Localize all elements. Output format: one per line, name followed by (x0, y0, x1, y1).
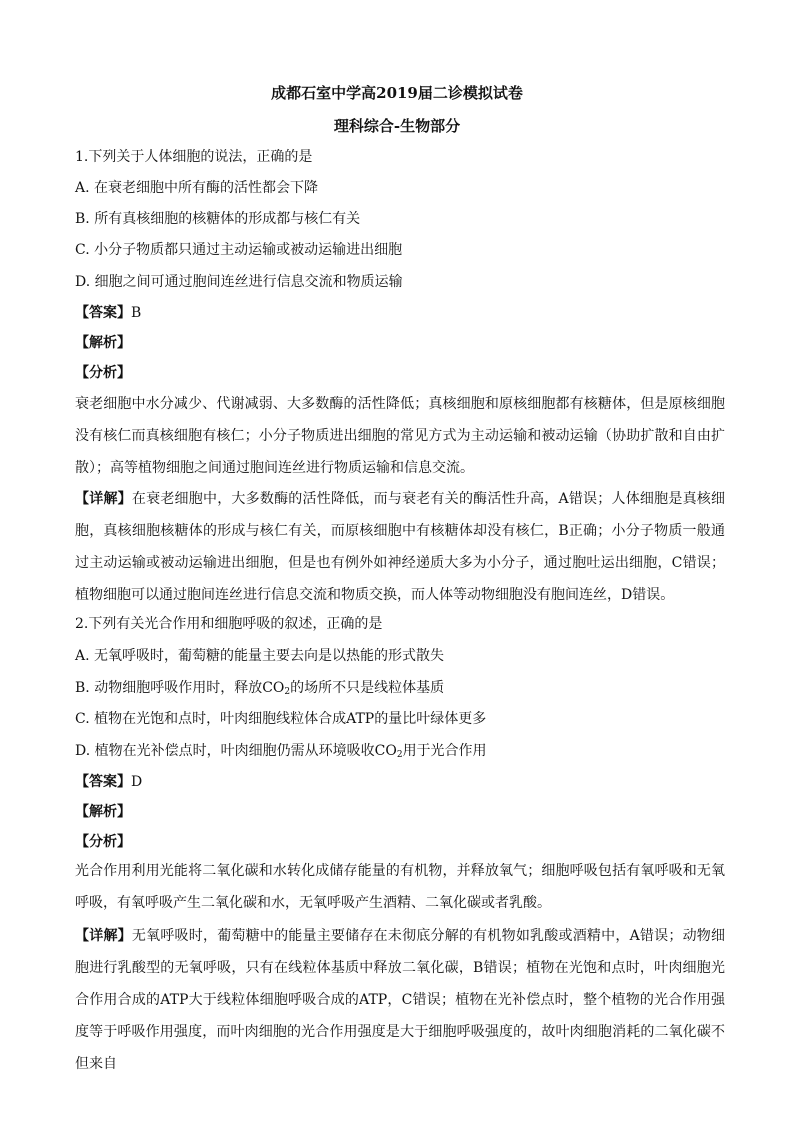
answer-value: B (131, 305, 142, 321)
question-2-answer (75, 771, 142, 791)
page-subtitle: 理科综合-生物部分 (333, 117, 461, 135)
question-2-fenxi-tag: 【分析】 (75, 834, 131, 850)
question-2-option-b (75, 677, 444, 697)
detail-text: 无氧呼吸时，葡萄糖中的能量主要储存在未彻底分解的有机物如乳酸或酒精中，A错误；动物细胞进行乳酸型的无氧呼吸，只有在线粒体基质中释放二氧化碳，B错误；植物在光饱和点时，叶肉细胞光合作用合成的ATP大于线粒体细胞呼吸合成的ATP，C错误；植物在光补偿点时，整个植物的光合作用强度等于呼吸作用强度，而叶肉细胞的光合作用强度是大于细胞呼吸强度的，故叶肉细胞消耗的二氧化碳不但来自 (75, 928, 726, 1072)
page-title: 成都石室中学高2019届二诊模拟试卷 (271, 84, 523, 102)
question-1-option-a: A. 在衰老细胞中所有酶的活性都会下降 (75, 180, 319, 196)
question-1-fenxi-tag: 【分析】 (75, 365, 131, 381)
question-1-option-d: D. 细胞之间可通过胞间连丝进行信息交流和物质运输 (75, 274, 403, 290)
question-1-stem: 1.下列关于人体细胞的说法，正确的是 (75, 149, 313, 165)
question-1-answer (75, 302, 141, 322)
question-1-option-c: C. 小分子物质都只通过主动运输或被动运输进出细胞 (75, 242, 403, 258)
option-b-text-end: 的场所不只是线粒体基质 (290, 680, 445, 696)
option-b-text: B. 动物细胞呼吸作用时，释放CO (75, 680, 285, 696)
detail-text: 在衰老细胞中，大多数酶的活性降低，而与衰老有关的酶活性升高，A错误；人体细胞是真核细胞，真核细胞核糖体的形成与核仁有关，而原核细胞中有核糖体却没有核仁，B正确；小分子物质一般通过主动运输或被动运输进出细胞，但是也有例外如神经递质大多为小分子，通过胞吐运出细胞，C错误；植物细胞可以通过胞间连丝进行信息交流和物质交换，而人体等动物细胞没有胞间连丝，D错误。 (75, 491, 726, 603)
question-2-option-a: A. 无氧呼吸时，葡萄糖的能量主要去向是以热能的形式散失 (75, 648, 445, 664)
question-2-detail (75, 920, 725, 1080)
option-d-text-end: 用于光合作用 (402, 743, 487, 759)
co2-subscript: 2 (284, 687, 291, 697)
question-2-stem: 2.下列有关光合作用和细胞呼吸的叙述，正确的是 (75, 616, 383, 632)
answer-tag: 【答案】 (75, 305, 131, 321)
question-1-detail (75, 483, 725, 611)
question-2-option-d (75, 740, 487, 760)
question-1-option-b: B. 所有真核细胞的核糖体的形成都与核仁有关 (75, 211, 361, 227)
question-1-analysis: 衰老细胞中水分减少、代谢减弱、大多数酶的活性降低；真核细胞和原核细胞都有核糖体，但是原核细胞没有核仁而真核细胞有核仁；小分子物质进出细胞的常见方式为主动运输和被动运输（协助扩散和自由扩散）；高等植物细胞之间通过胞间连丝进行物质运输和信息交流。 (75, 396, 725, 476)
question-2-option-c: C. 植物在光饱和点时，叶肉细胞线粒体合成ATP的量比叶绿体更多 (75, 711, 487, 727)
detail-tag: 【详解】 (75, 491, 132, 507)
co2-subscript: 2 (396, 750, 403, 760)
option-d-text: D. 植物在光补偿点时，叶肉细胞仍需从环境吸收CO (75, 743, 397, 759)
question-2-jiexi-tag: 【解析】 (75, 804, 131, 820)
detail-tag: 【详解】 (75, 928, 132, 944)
answer-tag: 【答案】 (75, 774, 131, 790)
question-2-analysis: 光合作用利用光能将二氧化碳和水转化成储存能量的有机物，并释放氧气；细胞呼吸包括有氧呼吸和无氧呼吸，有氧呼吸产生二氧化碳和水，无氧呼吸产生酒精、二氧化碳或者乳酸。 (75, 863, 725, 911)
answer-value: D (131, 774, 143, 790)
question-1-jiexi-tag: 【解析】 (75, 335, 131, 351)
